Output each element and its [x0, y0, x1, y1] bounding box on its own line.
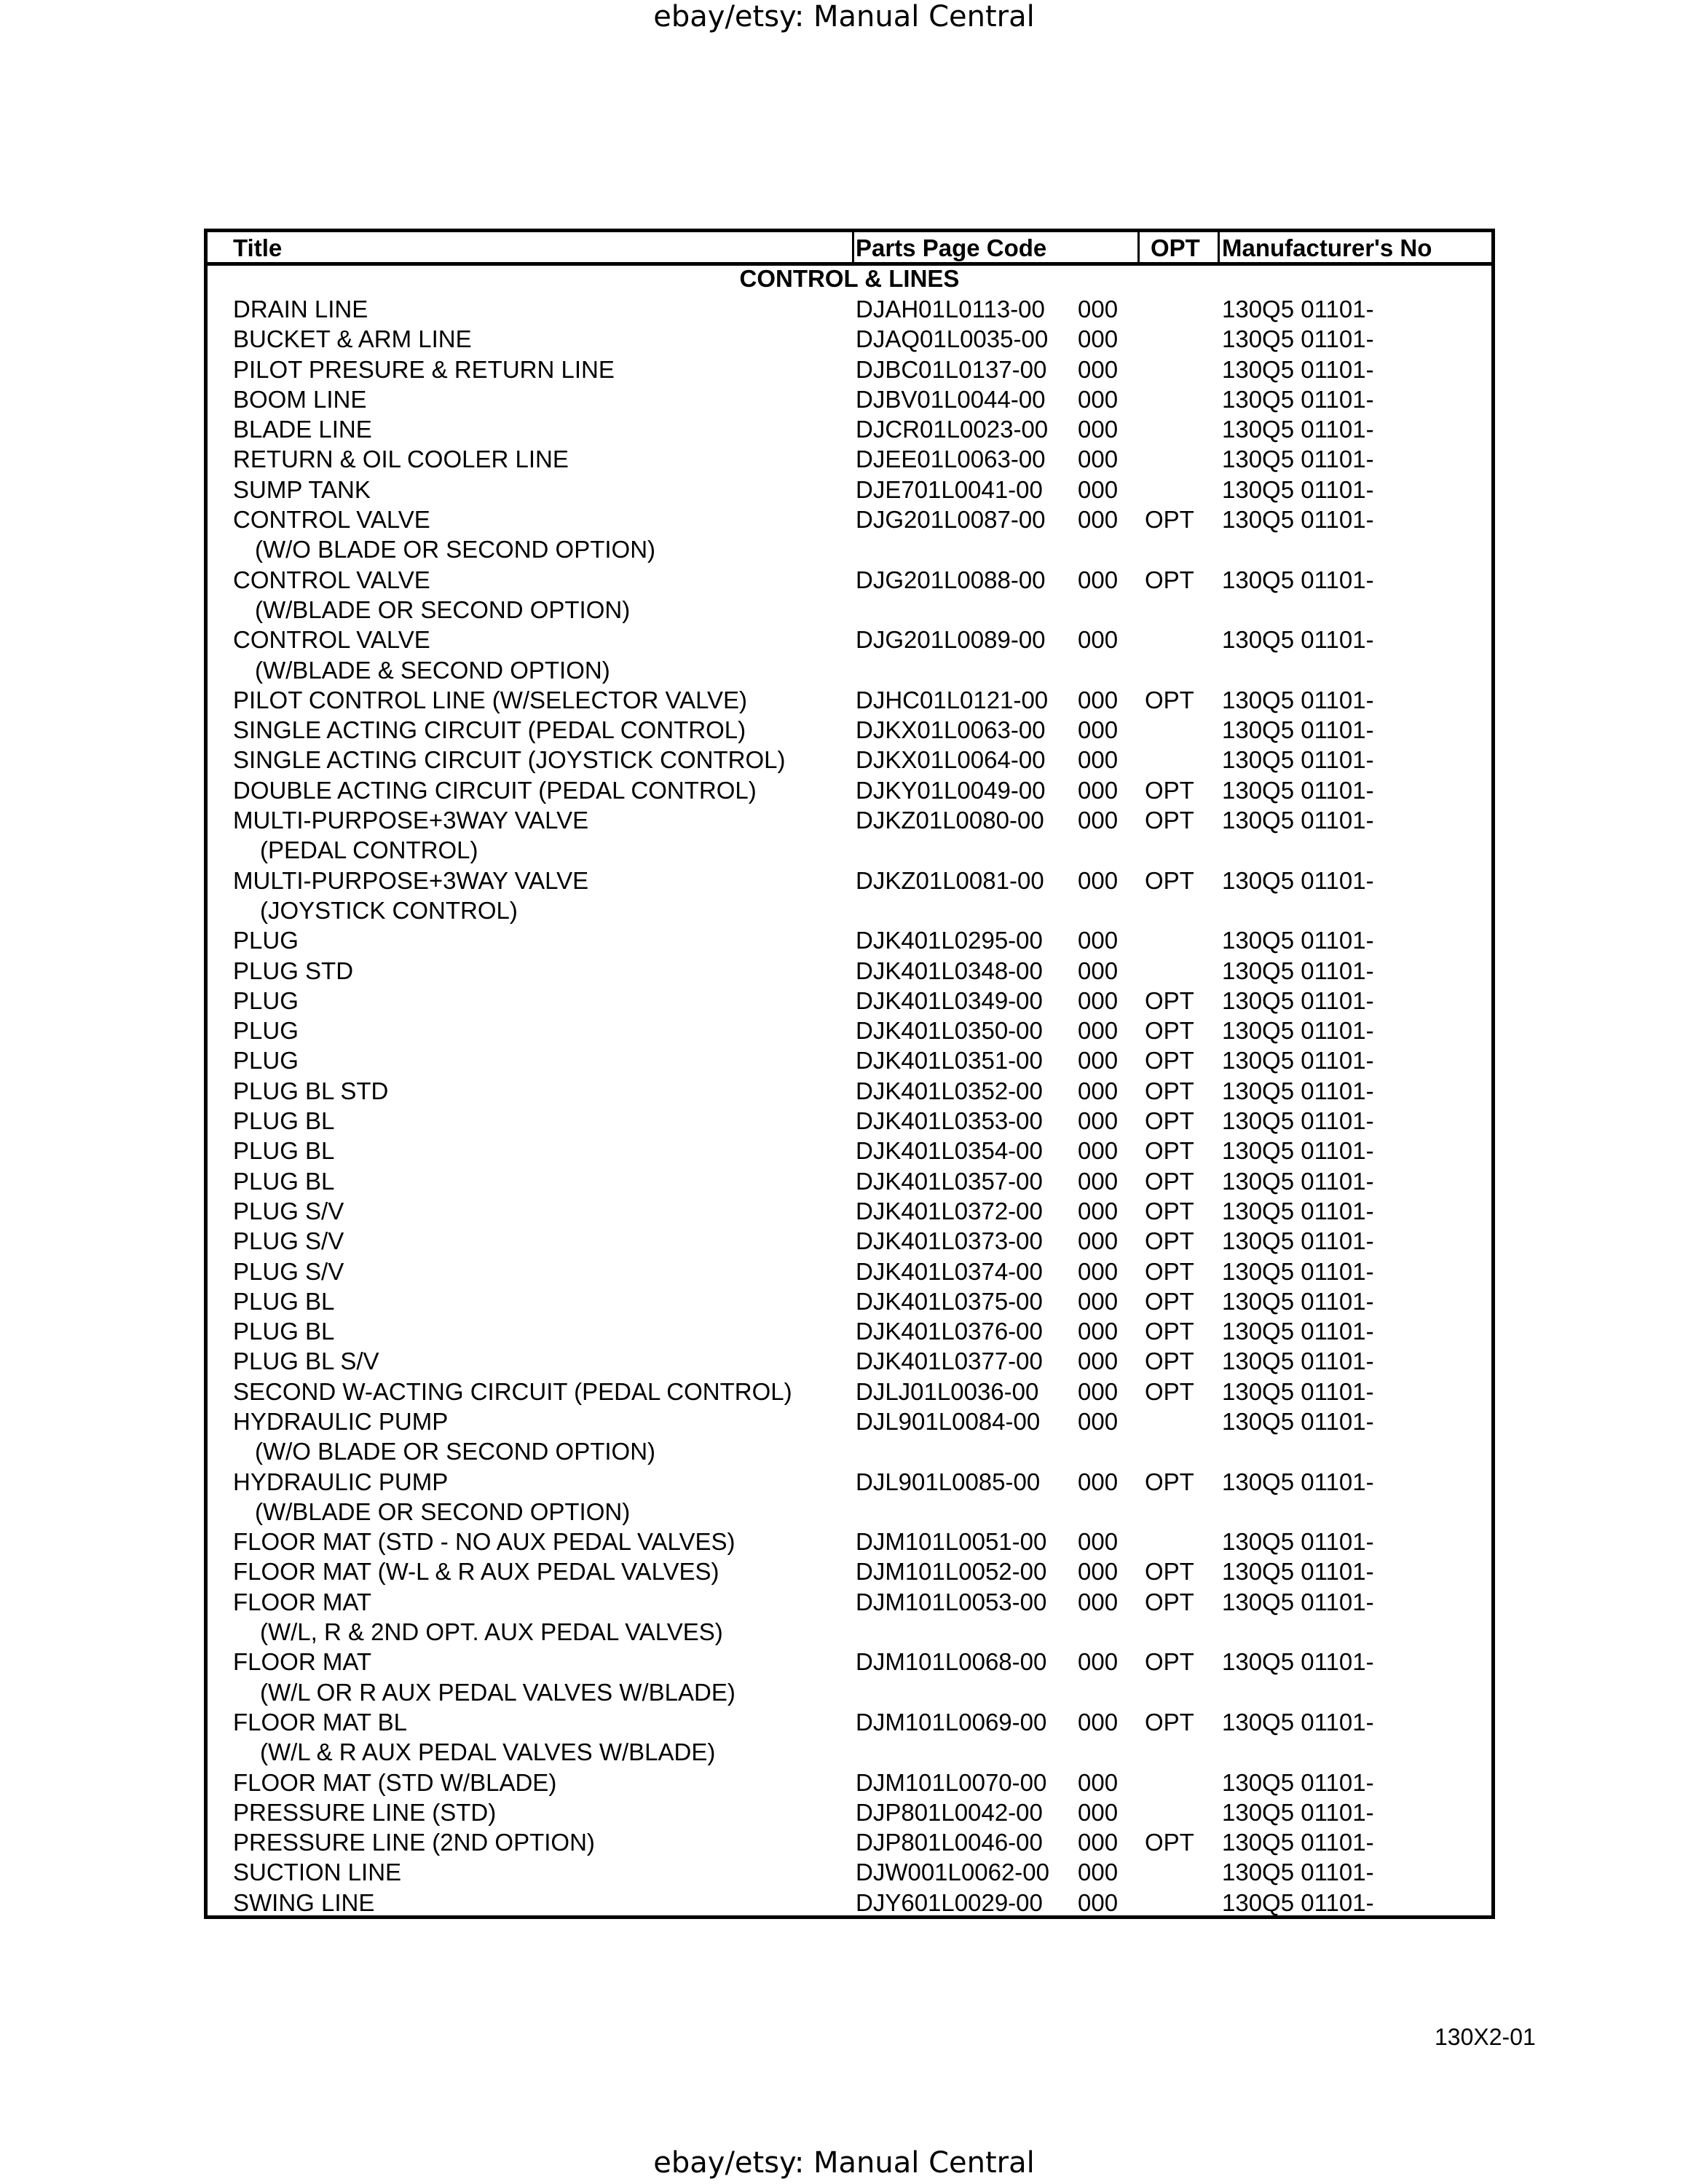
row-title: RETURN & OIL COOLER LINE	[233, 446, 569, 473]
row-version: 000	[1078, 927, 1119, 954]
table-row	[208, 1737, 1491, 1767]
row-version: 000	[1078, 1888, 1119, 1916]
row-parts-page-code: DJKX01L0063-00	[856, 716, 1046, 744]
table-header	[208, 232, 1491, 266]
row-opt: OPT	[1145, 1077, 1194, 1104]
table-row	[208, 1346, 1491, 1376]
table-row	[208, 866, 1491, 895]
row-title: (W/O BLADE OR SECOND OPTION)	[255, 1438, 656, 1465]
row-title: FLOOR MAT (STD - NO AUX PEDAL VALVES)	[233, 1528, 735, 1556]
row-manufacturer-no: 130Q5 01101-	[1222, 1768, 1374, 1796]
row-manufacturer-no: 130Q5 01101-	[1222, 1077, 1374, 1104]
row-version: 000	[1078, 626, 1119, 654]
row-manufacturer-no: 130Q5 01101-	[1222, 1798, 1374, 1826]
row-parts-page-code: DJM101L0051-00	[856, 1528, 1047, 1556]
row-title: PLUG	[233, 986, 299, 1014]
table-row	[208, 1377, 1491, 1406]
row-version: 000	[1078, 957, 1119, 984]
row-opt: OPT	[1145, 1107, 1194, 1135]
row-title: SINGLE ACTING CIRCUIT (PEDAL CONTROL)	[233, 716, 746, 744]
table-row	[208, 1677, 1491, 1707]
table-row	[208, 1647, 1491, 1677]
row-title: SUMP TANK	[233, 475, 371, 503]
row-parts-page-code: DJP801L0046-00	[856, 1829, 1043, 1856]
row-title: PRESSURE LINE (STD)	[233, 1798, 497, 1826]
row-opt: OPT	[1145, 1227, 1194, 1255]
row-title: PLUG S/V	[233, 1197, 344, 1224]
row-version: 000	[1078, 1257, 1119, 1285]
table-row	[208, 355, 1491, 384]
row-parts-page-code: DJY601L0029-00	[856, 1888, 1043, 1916]
row-manufacturer-no: 130Q5 01101-	[1222, 475, 1374, 503]
row-version: 000	[1078, 686, 1119, 713]
row-version: 000	[1078, 1377, 1119, 1405]
row-parts-page-code: DJM101L0068-00	[856, 1648, 1047, 1676]
row-manufacturer-no: 130Q5 01101-	[1222, 1047, 1374, 1075]
row-title: SINGLE ACTING CIRCUIT (JOYSTICK CONTROL)	[233, 746, 786, 774]
row-manufacturer-no: 130Q5 01101-	[1222, 1708, 1374, 1736]
row-manufacturer-no: 130Q5 01101-	[1222, 1257, 1374, 1285]
row-parts-page-code: DJE701L0041-00	[856, 475, 1043, 503]
row-parts-page-code: DJK401L0357-00	[856, 1167, 1043, 1195]
row-title: FLOOR MAT	[233, 1588, 372, 1615]
row-manufacturer-no: 130Q5 01101-	[1222, 1017, 1374, 1045]
table-row	[208, 715, 1491, 745]
row-version: 000	[1078, 1798, 1119, 1826]
row-manufacturer-no: 130Q5 01101-	[1222, 325, 1374, 353]
row-manufacturer-no: 130Q5 01101-	[1222, 807, 1374, 834]
row-opt: OPT	[1145, 1348, 1194, 1375]
row-version: 000	[1078, 1137, 1119, 1165]
row-parts-page-code: DJK401L0375-00	[856, 1287, 1043, 1315]
row-version: 000	[1078, 986, 1119, 1014]
row-parts-page-code: DJK401L0372-00	[856, 1197, 1043, 1224]
row-manufacturer-no: 130Q5 01101-	[1222, 1888, 1374, 1916]
row-version: 000	[1078, 1648, 1119, 1676]
table-row	[208, 895, 1491, 925]
table-row	[208, 1768, 1491, 1797]
table-row	[208, 1076, 1491, 1106]
row-title: (W/BLADE OR SECOND OPTION)	[255, 596, 631, 623]
table-row	[208, 745, 1491, 775]
header-manufacturer-no: Manufacturer's No	[1222, 234, 1432, 261]
row-title: FLOOR MAT (W-L & R AUX PEDAL VALVES)	[233, 1558, 719, 1586]
row-parts-page-code: DJK401L0349-00	[856, 986, 1043, 1014]
row-manufacturer-no: 130Q5 01101-	[1222, 1197, 1374, 1224]
row-parts-page-code: DJL901L0085-00	[856, 1468, 1041, 1495]
row-manufacturer-no: 130Q5 01101-	[1222, 1227, 1374, 1255]
row-manufacturer-no: 130Q5 01101-	[1222, 1588, 1374, 1615]
table-row	[208, 475, 1491, 505]
row-opt: OPT	[1145, 1017, 1194, 1045]
row-parts-page-code: DJK401L0295-00	[856, 927, 1043, 954]
row-parts-page-code: DJK401L0354-00	[856, 1137, 1043, 1165]
row-version: 000	[1078, 1558, 1119, 1586]
table-row	[208, 505, 1491, 534]
table-row	[208, 1016, 1491, 1045]
row-manufacturer-no: 130Q5 01101-	[1222, 566, 1374, 593]
row-manufacturer-no: 130Q5 01101-	[1222, 1167, 1374, 1195]
table-row	[208, 1707, 1491, 1737]
row-opt: OPT	[1145, 1648, 1194, 1676]
row-parts-page-code: DJKZ01L0080-00	[856, 807, 1044, 834]
row-title: BUCKET & ARM LINE	[233, 325, 472, 353]
row-manufacturer-no: 130Q5 01101-	[1222, 927, 1374, 954]
row-version: 000	[1078, 1407, 1119, 1435]
row-version: 000	[1078, 1047, 1119, 1075]
row-version: 000	[1078, 566, 1119, 593]
row-version: 000	[1078, 1829, 1119, 1856]
row-manufacturer-no: 130Q5 01101-	[1222, 1468, 1374, 1495]
row-parts-page-code: DJL901L0084-00	[856, 1407, 1041, 1435]
row-manufacturer-no: 130Q5 01101-	[1222, 1558, 1374, 1586]
watermark-bottom: ebay/etsy: Manual Central	[653, 2146, 1035, 2180]
row-version: 000	[1078, 1017, 1119, 1045]
table-row	[208, 1136, 1491, 1166]
row-title: MULTI-PURPOSE+3WAY VALVE	[233, 866, 589, 894]
row-title: PLUG BL	[233, 1167, 335, 1195]
table-row	[208, 1797, 1491, 1827]
row-version: 000	[1078, 1287, 1119, 1315]
row-parts-page-code: DJG201L0089-00	[856, 626, 1046, 654]
row-manufacturer-no: 130Q5 01101-	[1222, 716, 1374, 744]
row-version: 000	[1078, 1348, 1119, 1375]
row-opt: OPT	[1145, 506, 1194, 534]
row-parts-page-code: DJK401L0350-00	[856, 1017, 1043, 1045]
row-manufacturer-no: 130Q5 01101-	[1222, 355, 1374, 383]
row-manufacturer-no: 130Q5 01101-	[1222, 686, 1374, 713]
row-opt: OPT	[1145, 807, 1194, 834]
row-title: SUCTION LINE	[233, 1859, 402, 1886]
table-row	[208, 324, 1491, 354]
table-row	[208, 444, 1491, 474]
header-divider	[1137, 232, 1140, 262]
table-row	[208, 1587, 1491, 1617]
row-title: CONTROL VALVE	[233, 506, 430, 534]
row-parts-page-code: DJW001L0062-00	[856, 1859, 1049, 1886]
row-manufacturer-no: 130Q5 01101-	[1222, 746, 1374, 774]
table-row	[208, 956, 1491, 986]
row-title: DOUBLE ACTING CIRCUIT (PEDAL CONTROL)	[233, 776, 757, 804]
row-title: PLUG BL S/V	[233, 1348, 379, 1375]
row-title: PLUG	[233, 1047, 299, 1075]
row-opt: OPT	[1145, 1588, 1194, 1615]
row-version: 000	[1078, 1708, 1119, 1736]
row-title: PILOT PRESURE & RETURN LINE	[233, 355, 615, 383]
row-opt: OPT	[1145, 566, 1194, 593]
row-version: 000	[1078, 716, 1119, 744]
row-manufacturer-no: 130Q5 01101-	[1222, 776, 1374, 804]
row-opt: OPT	[1145, 1137, 1194, 1165]
row-manufacturer-no: 130Q5 01101-	[1222, 385, 1374, 413]
row-opt: OPT	[1145, 776, 1194, 804]
table-row	[208, 835, 1491, 865]
row-title: PLUG BL	[233, 1287, 335, 1315]
row-title: SECOND W-ACTING CIRCUIT (PEDAL CONTROL)	[233, 1377, 792, 1405]
section-title: CONTROL & LINES	[739, 265, 960, 292]
row-opt: OPT	[1145, 1257, 1194, 1285]
table-row	[208, 625, 1491, 654]
row-version: 000	[1078, 446, 1119, 473]
header-divider	[1218, 232, 1220, 262]
row-parts-page-code: DJK401L0373-00	[856, 1227, 1043, 1255]
row-manufacturer-no: 130Q5 01101-	[1222, 296, 1374, 323]
header-opt: OPT	[1151, 234, 1200, 261]
table-row	[208, 1436, 1491, 1466]
row-version: 000	[1078, 866, 1119, 894]
row-manufacturer-no: 130Q5 01101-	[1222, 866, 1374, 894]
row-parts-page-code: DJLJ01L0036-00	[856, 1377, 1039, 1405]
row-manufacturer-no: 130Q5 01101-	[1222, 1859, 1374, 1886]
row-title: HYDRAULIC PUMP	[233, 1407, 449, 1435]
row-opt: OPT	[1145, 1197, 1194, 1224]
table-row	[208, 655, 1491, 685]
row-version: 000	[1078, 746, 1119, 774]
page-code: 130X2-01	[1435, 2024, 1536, 2050]
table-row	[208, 1827, 1491, 1857]
table-body	[208, 294, 1491, 1918]
row-title: PLUG S/V	[233, 1227, 344, 1255]
row-opt: OPT	[1145, 1558, 1194, 1586]
table-row	[208, 1166, 1491, 1196]
row-title: (W/O BLADE OR SECOND OPTION)	[255, 536, 656, 563]
row-manufacturer-no: 130Q5 01101-	[1222, 1407, 1374, 1435]
row-title: (W/L OR R AUX PEDAL VALVES W/BLADE)	[260, 1678, 735, 1706]
row-manufacturer-no: 130Q5 01101-	[1222, 1377, 1374, 1405]
row-opt: OPT	[1145, 866, 1194, 894]
table-row	[208, 775, 1491, 805]
table-row	[208, 1045, 1491, 1075]
row-parts-page-code: DJM101L0069-00	[856, 1708, 1047, 1736]
watermark-top: ebay/etsy: Manual Central	[653, 0, 1035, 33]
row-version: 000	[1078, 1077, 1119, 1104]
row-parts-page-code: DJKZ01L0081-00	[856, 866, 1044, 894]
row-opt: OPT	[1145, 986, 1194, 1014]
row-manufacturer-no: 130Q5 01101-	[1222, 1137, 1374, 1165]
row-opt: OPT	[1145, 1047, 1194, 1075]
row-title: PLUG	[233, 1017, 299, 1045]
table-row	[208, 805, 1491, 835]
header-divider	[852, 232, 854, 262]
row-title: PLUG BL	[233, 1318, 335, 1345]
row-manufacturer-no: 130Q5 01101-	[1222, 1287, 1374, 1315]
table-row	[208, 1196, 1491, 1226]
row-parts-page-code: DJP801L0042-00	[856, 1798, 1043, 1826]
row-version: 000	[1078, 807, 1119, 834]
table-row	[208, 1497, 1491, 1527]
row-parts-page-code: DJK401L0377-00	[856, 1348, 1043, 1375]
row-version: 000	[1078, 506, 1119, 534]
row-manufacturer-no: 130Q5 01101-	[1222, 957, 1374, 984]
header-parts-page-code: Parts Page Code	[856, 234, 1047, 261]
row-title: MULTI-PURPOSE+3WAY VALVE	[233, 807, 589, 834]
table-row	[208, 595, 1491, 625]
row-version: 000	[1078, 325, 1119, 353]
row-title: (W/BLADE & SECOND OPTION)	[255, 656, 610, 684]
table-row	[208, 1888, 1491, 1918]
row-title: BLADE LINE	[233, 416, 372, 443]
row-parts-page-code: DJK401L0374-00	[856, 1257, 1043, 1285]
row-title: PILOT CONTROL LINE (W/SELECTOR VALVE)	[233, 686, 747, 713]
row-parts-page-code: DJEE01L0063-00	[856, 446, 1046, 473]
row-manufacturer-no: 130Q5 01101-	[1222, 1648, 1374, 1676]
row-version: 000	[1078, 1107, 1119, 1135]
row-manufacturer-no: 130Q5 01101-	[1222, 1348, 1374, 1375]
row-opt: OPT	[1145, 1377, 1194, 1405]
row-opt: OPT	[1145, 1708, 1194, 1736]
row-manufacturer-no: 130Q5 01101-	[1222, 416, 1374, 443]
row-version: 000	[1078, 1528, 1119, 1556]
table-row	[208, 565, 1491, 595]
row-manufacturer-no: 130Q5 01101-	[1222, 1318, 1374, 1345]
row-title: (JOYSTICK CONTROL)	[260, 896, 518, 924]
table-row	[208, 1286, 1491, 1316]
row-title: PLUG BL	[233, 1107, 335, 1135]
table-row	[208, 414, 1491, 444]
row-title: PLUG	[233, 927, 299, 954]
row-title: FLOOR MAT (STD W/BLADE)	[233, 1768, 557, 1796]
row-parts-page-code: DJBV01L0044-00	[856, 385, 1046, 413]
table-row	[208, 1316, 1491, 1346]
row-title: FLOOR MAT BL	[233, 1708, 407, 1736]
row-parts-page-code: DJK401L0352-00	[856, 1077, 1043, 1104]
row-manufacturer-no: 130Q5 01101-	[1222, 1829, 1374, 1856]
table-row	[208, 925, 1491, 955]
row-version: 000	[1078, 385, 1119, 413]
table-row	[208, 1467, 1491, 1497]
row-parts-page-code: DJBC01L0137-00	[856, 355, 1047, 383]
row-title: PLUG S/V	[233, 1257, 344, 1285]
row-title: PLUG BL	[233, 1137, 335, 1165]
row-opt: OPT	[1145, 1318, 1194, 1345]
row-version: 000	[1078, 475, 1119, 503]
table-row	[208, 1106, 1491, 1136]
row-parts-page-code: DJG201L0088-00	[856, 566, 1046, 593]
row-version: 000	[1078, 1468, 1119, 1495]
row-title: PRESSURE LINE (2ND OPTION)	[233, 1829, 595, 1856]
row-manufacturer-no: 130Q5 01101-	[1222, 1107, 1374, 1135]
row-version: 000	[1078, 1167, 1119, 1195]
table-row	[208, 384, 1491, 414]
row-parts-page-code: DJK401L0348-00	[856, 957, 1043, 984]
row-manufacturer-no: 130Q5 01101-	[1222, 986, 1374, 1014]
table-row	[208, 534, 1491, 564]
row-version: 000	[1078, 296, 1119, 323]
row-title: DRAIN LINE	[233, 296, 368, 323]
table-row	[208, 986, 1491, 1016]
row-title: PLUG STD	[233, 957, 354, 984]
row-parts-page-code: DJAH01L0113-00	[856, 296, 1045, 323]
table-row	[208, 294, 1491, 324]
parts-table	[204, 229, 1495, 1919]
row-parts-page-code: DJKX01L0064-00	[856, 746, 1046, 774]
row-title: FLOOR MAT	[233, 1648, 372, 1676]
row-title: PLUG BL STD	[233, 1077, 389, 1104]
row-version: 000	[1078, 1197, 1119, 1224]
row-version: 000	[1078, 1318, 1119, 1345]
row-opt: OPT	[1145, 686, 1194, 713]
table-row	[208, 1406, 1491, 1436]
table-row	[208, 1857, 1491, 1887]
row-parts-page-code: DJK401L0353-00	[856, 1107, 1043, 1135]
row-parts-page-code: DJM101L0053-00	[856, 1588, 1047, 1615]
row-version: 000	[1078, 355, 1119, 383]
table-row	[208, 685, 1491, 715]
table-row	[208, 1617, 1491, 1647]
row-opt: OPT	[1145, 1287, 1194, 1315]
table-row	[208, 1527, 1491, 1556]
header-title: Title	[233, 234, 283, 261]
row-parts-page-code: DJK401L0376-00	[856, 1318, 1043, 1345]
row-parts-page-code: DJK401L0351-00	[856, 1047, 1043, 1075]
row-title: (W/L, R & 2ND OPT. AUX PEDAL VALVES)	[260, 1618, 723, 1646]
row-manufacturer-no: 130Q5 01101-	[1222, 626, 1374, 654]
row-title: (PEDAL CONTROL)	[260, 836, 478, 864]
table-row	[208, 1257, 1491, 1286]
row-manufacturer-no: 130Q5 01101-	[1222, 506, 1374, 534]
row-opt: OPT	[1145, 1829, 1194, 1856]
row-title: CONTROL VALVE	[233, 626, 430, 654]
row-opt: OPT	[1145, 1468, 1194, 1495]
row-version: 000	[1078, 1227, 1119, 1255]
row-version: 000	[1078, 1859, 1119, 1886]
row-version: 000	[1078, 776, 1119, 804]
row-manufacturer-no: 130Q5 01101-	[1222, 446, 1374, 473]
row-version: 000	[1078, 1588, 1119, 1615]
row-title: BOOM LINE	[233, 385, 367, 413]
row-parts-page-code: DJCR01L0023-00	[856, 416, 1049, 443]
row-title: (W/BLADE OR SECOND OPTION)	[255, 1497, 631, 1525]
table-row	[208, 1556, 1491, 1586]
row-parts-page-code: DJM101L0052-00	[856, 1558, 1047, 1586]
row-opt: OPT	[1145, 1167, 1194, 1195]
table-row	[208, 1226, 1491, 1256]
row-parts-page-code: DJAQ01L0035-00	[856, 325, 1049, 353]
row-version: 000	[1078, 1768, 1119, 1796]
row-title: SWING LINE	[233, 1888, 375, 1916]
row-title: (W/L & R AUX PEDAL VALVES W/BLADE)	[260, 1738, 716, 1766]
row-manufacturer-no: 130Q5 01101-	[1222, 1528, 1374, 1556]
row-title: CONTROL VALVE	[233, 566, 430, 593]
row-parts-page-code: DJHC01L0121-00	[856, 686, 1049, 713]
row-parts-page-code: DJKY01L0049-00	[856, 776, 1046, 804]
row-title: HYDRAULIC PUMP	[233, 1468, 449, 1495]
row-version: 000	[1078, 416, 1119, 443]
row-parts-page-code: DJG201L0087-00	[856, 506, 1046, 534]
row-parts-page-code: DJM101L0070-00	[856, 1768, 1047, 1796]
